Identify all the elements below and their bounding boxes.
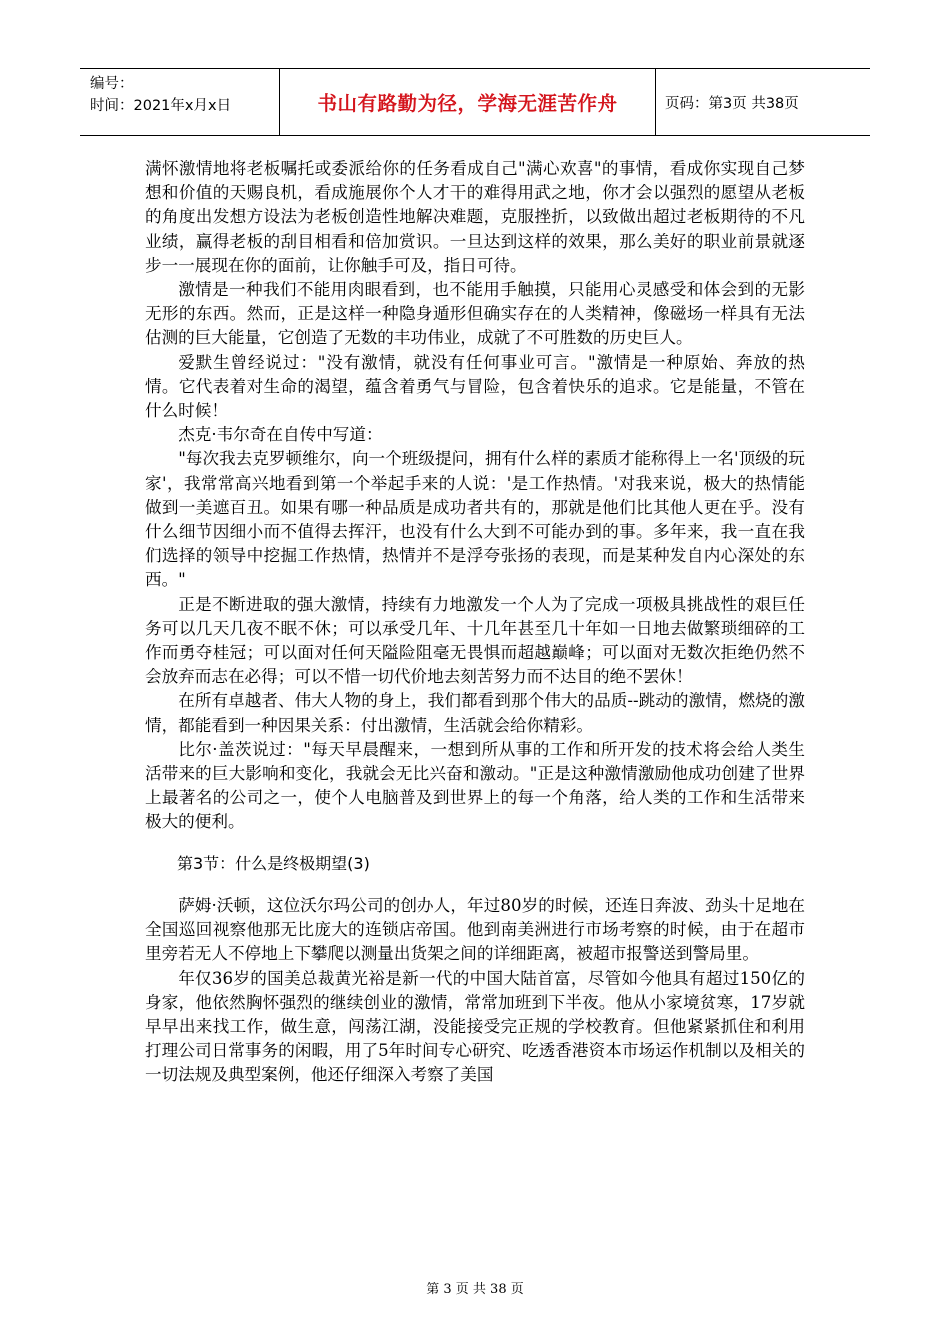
paragraph: 正是不断进取的强大激情，持续有力地激发一个人为了完成一项极具挑战性的艰巨任务可以几天几夜不眠不休；可以承受几年、十几年甚至几十年如一日地去做繁琐细碎的工作而勇夺桂冠；可以面对任何天隘险阻毫无畏惧而超越巅峰；可以面对无数次拒绝仍然不会放弃而志在必得；可以不惜一切代价地去刻苦努力而不达目的绝不罢休！ [145, 594, 805, 687]
paragraph: 比尔·盖茨说过："每天早晨醒来，一想到所从事的工作和所开发的技术将会给人类生活带来的巨大影响和变化，我就会无比兴奋和激动。"正是这种激情激励他成功创建了世界上最著名的公司之一，使个人电脑普及到世界上的每一个角落，给人类的工作和生活带来极大的便利。 [145, 739, 805, 832]
paragraph: 在所有卓越者、伟大人物的身上，我们都看到那个伟大的品质--跳动的激情，燃烧的激情，都能看到一种因果关系：付出激情，生活就会给你精彩。 [145, 691, 805, 735]
section-title: 第3节：什么是终极期望(3) [177, 853, 370, 873]
page-footer: 第 3 页 共 38 页 [426, 1282, 524, 1297]
document-date-label: 时间：2021年x月x日 [90, 98, 232, 114]
document-number-label: 编号： [90, 76, 134, 92]
header-meta [80, 69, 280, 135]
page-header [80, 68, 870, 136]
paragraph: 杰克·韦尔奇在自传中写道： [178, 425, 383, 445]
quote-paragraph: "每次我去克罗顿维尔，向一个班级提问，拥有什么样的素质才能称得上一名'顶级的玩家'，我常常高兴地看到第一个举起手来的人说：'是工作热情。'对我来说，极大的热情能做到一美遮百丑。如果有哪一种品质是成功者共有的，那就是他们比其他人更在乎。没有什么细节因细小而不值得去挥汗，也没有什么大到不可能办到的事。多年来，我一直在我们选择的领导中挖掘工作热情，热情并不是浮夸张扬的表现，而是某种发自内心深处的东西。" [145, 449, 805, 590]
paragraph: 满怀激情地将老板嘱托或委派给你的任务看成自己"满心欢喜"的事情，看成你实现自己梦想和价值的天赐良机，看成施展你个人才干的难得用武之地，你才会以强烈的愿望从老板的角度出发想方设法为老板创造性地解决难题，克服挫折，以致做出超过老板期待的不凡业绩，赢得老板的刮目相看和倍加赏识。一旦达到这样的效果，那么美好的职业前景就逐步一一展现在你的面前，让你触手可及，指日可待。 [145, 159, 805, 275]
paragraph: 爱默生曾经说过："没有激情，就没有任何事业可言。"激情是一种原始、奔放的热情。它代表着对生命的渴望，蕴含着勇气与冒险，包含着快乐的追求。它是能量，不管在什么时候！ [145, 352, 805, 421]
paragraph: 萨姆·沃顿，这位沃尔玛公司的创办人，年过80岁的时候，还连日奔波、劲头十足地在全国巡回视察他那无比庞大的连锁店帝国。他到南美洲进行市场考察的时候，由于在超市里旁若无人不停地上下攀爬以测量出货架之间的详细距离，被超市报警送到警局里。 [145, 895, 805, 964]
header-motto: 书山有路勤为径，学海无涯苦作舟 [280, 69, 656, 135]
document-body [145, 157, 805, 1088]
paragraph: 激情是一种我们不能用肉眼看到，也不能用手触摸，只能用心灵感受和体会到的无影无形的东西。然而，正是这样一种隐身遁形但确实存在的人类精神，像磁场一样具有无法估测的巨大能量，它创造了无数的丰功伟业，成就了不可胜数的历史巨人。 [145, 280, 805, 348]
paragraph: 年仅36岁的国美总裁黄光裕是新一代的中国大陆首富，尽管如今他具有超过150亿的身家，他依然胸怀强烈的继续创业的激情，常常加班到下半夜。他从小家境贫寒，17岁就早早出来找工作，做生意，闯荡江湖，没能接受完正规的学校教育。但他紧紧抓住和利用打理公司日常事务的闲暇，用了5年时间专心研究、吃透香港资本市场运作机制以及相关的一切法规及典型案例，他还仔细深入考察了美国 [145, 968, 805, 1085]
header-page-number: 页码：第3页 共38页 [665, 95, 799, 112]
